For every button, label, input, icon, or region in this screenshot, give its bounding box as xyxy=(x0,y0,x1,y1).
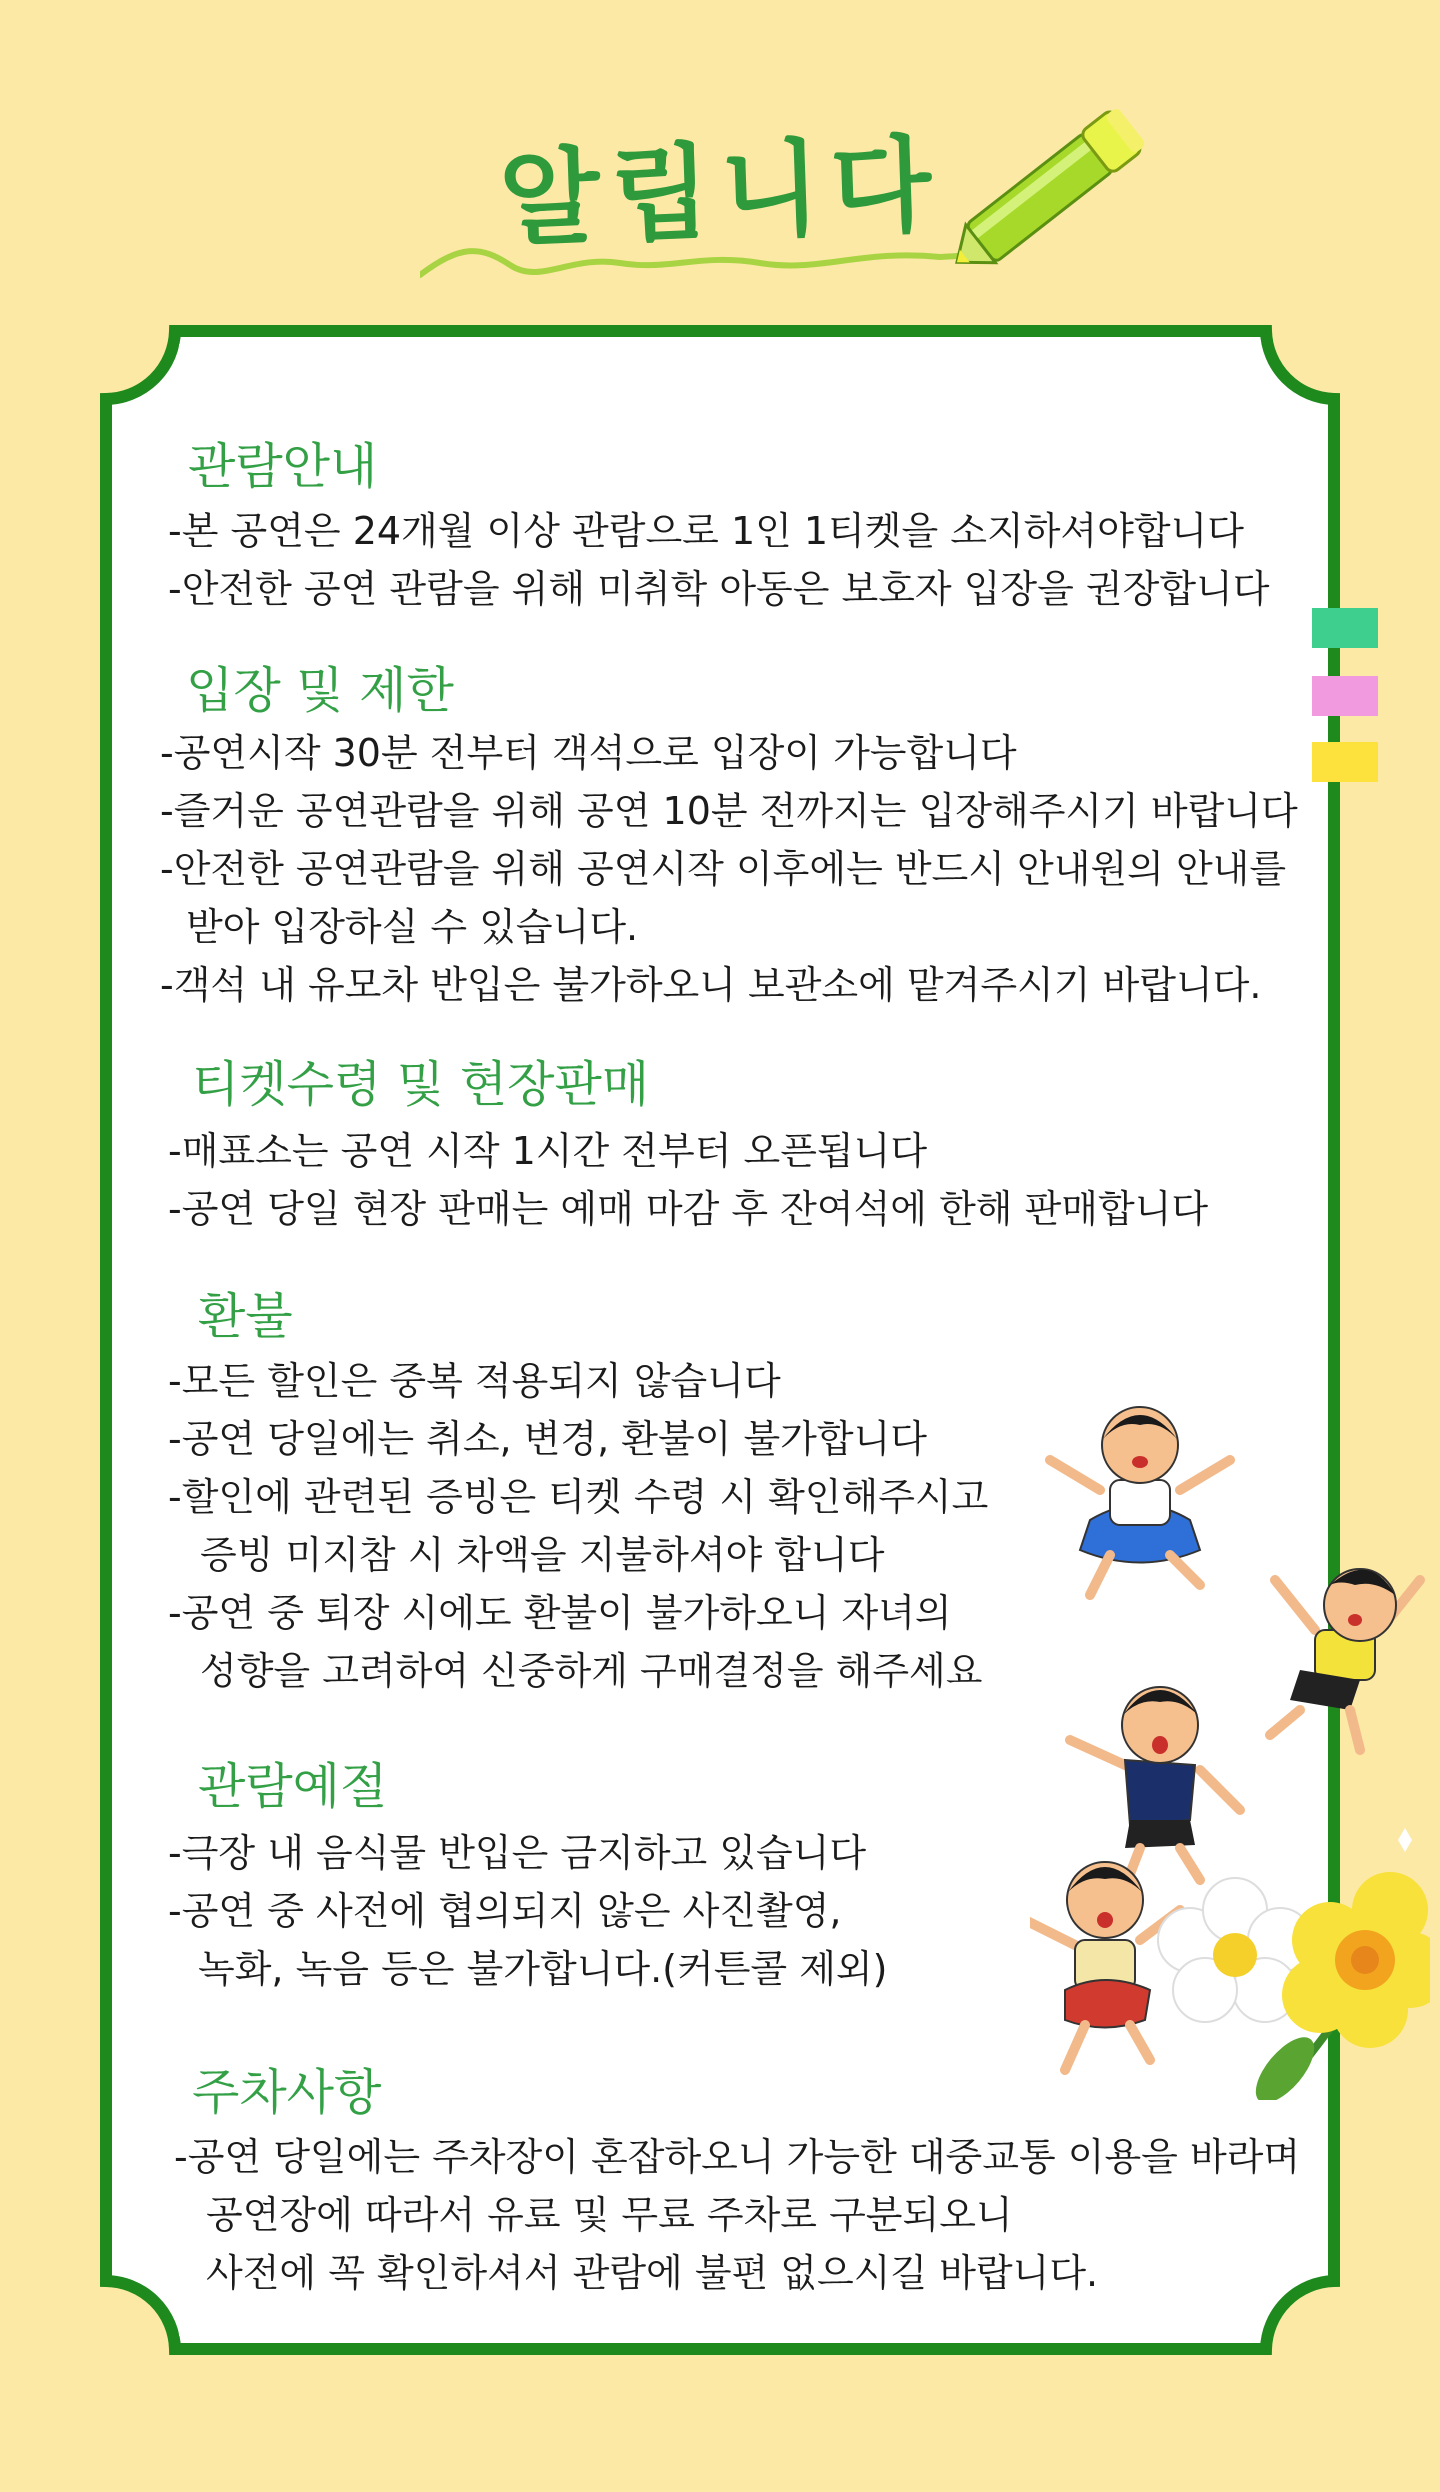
notice-line: -매표소는 공연 시작 1시간 전부터 오픈됩니다 xyxy=(168,1129,928,1173)
section-heading: 주차사항 xyxy=(192,2064,382,2121)
notice-line: 증빙 미지참 시 차액을 지불하셔야 합니다 xyxy=(200,1533,885,1577)
notice-line: -안전한 공연관람을 위해 공연시작 이후에는 반드시 안내원의 안내를 xyxy=(160,847,1287,891)
notice-line: -공연 당일 현장 판매는 예매 마감 후 잔여석에 한해 판매합니다 xyxy=(168,1187,1209,1231)
section-heading: 입장 및 제한 xyxy=(186,662,454,719)
notice-line: 녹화, 녹음 등은 불가합니다.(커튼콜 제외) xyxy=(198,1947,888,1991)
section-heading: 관람예절 xyxy=(198,1758,388,1815)
notice-line: -공연 당일에는 주차장이 혼잡하오니 가능한 대중교통 이용을 바라며 xyxy=(174,2135,1301,2179)
notice-line: -모든 할인은 중복 적용되지 않습니다 xyxy=(168,1359,781,1403)
notice-line: -할인에 관련된 증빙은 티켓 수령 시 확인해주시고 xyxy=(168,1475,989,1519)
notice-line: 받아 입장하실 수 있습니다. xyxy=(186,905,639,949)
notice-line: -공연 중 사전에 협의되지 않은 사진촬영, xyxy=(168,1889,842,1933)
notice-line: -안전한 공연 관람을 위해 미취학 아동은 보호자 입장을 권장합니다 xyxy=(168,567,1270,611)
notice-line: 공연장에 따라서 유료 및 무료 주차로 구분되오니 xyxy=(206,2193,1013,2237)
notice-line: -즐거운 공연관람을 위해 공연 10분 전까지는 입장해주시기 바랍니다 xyxy=(160,789,1298,833)
children-illustration xyxy=(1030,1380,1430,2100)
notice-line: -극장 내 음식물 반입은 금지하고 있습니다 xyxy=(168,1831,867,1875)
page-title: 알립니다 xyxy=(497,122,944,261)
notice-line: -공연시작 30분 전부터 객석으로 입장이 가능합니다 xyxy=(160,731,1017,775)
section-heading: 환불 xyxy=(198,1288,293,1345)
section-heading: 관람안내 xyxy=(188,438,378,495)
notice-line: 성향을 고려하여 신중하게 구매결정을 해주세요 xyxy=(200,1649,983,1693)
section-heading: 티켓수령 및 현장판매 xyxy=(192,1056,650,1113)
notice-line: -공연 당일에는 취소, 변경, 환불이 불가합니다 xyxy=(168,1417,928,1461)
notice-line: -공연 중 퇴장 시에도 환불이 불가하오니 자녀의 xyxy=(168,1591,952,1635)
notice-line: -객석 내 유모차 반입은 불가하오니 보관소에 맡겨주시기 바랍니다. xyxy=(160,963,1262,1007)
notice-line: 사전에 꼭 확인하셔서 관람에 불편 없으시길 바랍니다. xyxy=(206,2251,1099,2295)
notice-line: -본 공연은 24개월 이상 관람으로 1인 1티켓을 소지하셔야합니다 xyxy=(168,509,1244,553)
